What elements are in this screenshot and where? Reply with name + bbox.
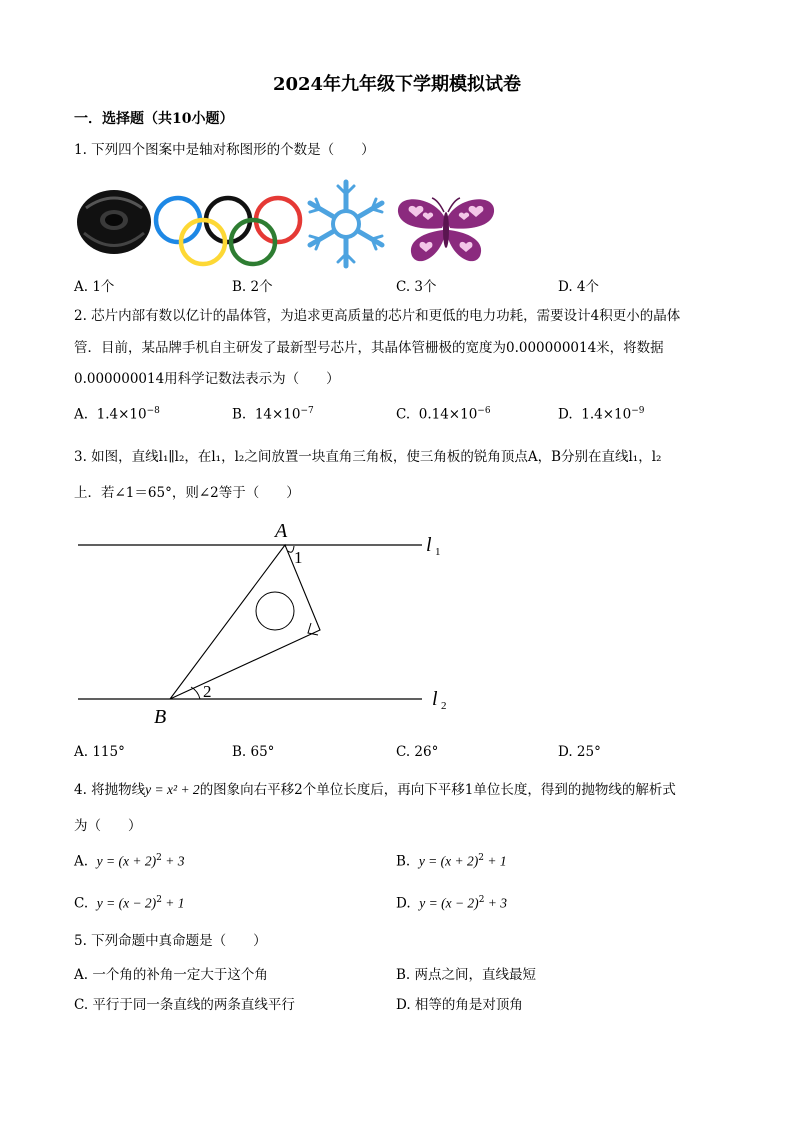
label-l1: l [426, 534, 432, 556]
q3-geometry-figure [70, 515, 460, 730]
q1-figures [74, 178, 504, 270]
q1-stem: 1. 下列四个图案中是轴对称图形的个数是（ ） [74, 142, 375, 158]
butterfly-icon [398, 198, 494, 261]
q1-option-c: C. 3个 [396, 279, 437, 295]
q4-option-d: D. $y = (x - 2)^2 + 3$ [396, 895, 508, 912]
q2-option-b: B. $14\times 10^{-7}$ [232, 406, 314, 423]
q5-option-d: D. 相等的角是对顶角 [396, 997, 523, 1013]
q4-line-2: 为（ ） [74, 818, 142, 834]
label-l2: l [432, 688, 438, 710]
q3-line-1: 3. 如图，直线l₁∥l₂，在l₁，l₂之间放置一块直角三角板，使三角板的锐角顶点A，B分别在直线l₁，l₂ [74, 449, 662, 465]
q5-stem: 5. 下列命题中真命题是（ ） [74, 933, 267, 949]
q1-option-b: B. 2个 [232, 279, 273, 295]
q4-option-a: A. $y = (x + 2)^2 + 3$ [74, 853, 185, 870]
q4-option-c: C. $y = (x - 2)^2 + 1$ [74, 895, 185, 912]
q2-option-c: C. $0.14\times 10^{-6}$ [396, 406, 491, 423]
q5-option-a: A. 一个角的补角一定大于这个角 [74, 967, 268, 983]
q4-option-b: B. $y = (x + 2)^2 + 1$ [396, 853, 507, 870]
label-l2-sub: 2 [441, 700, 447, 712]
triangle-ruler [170, 545, 320, 699]
q5-option-c: C. 平行于同一条直线的两条直线平行 [74, 997, 295, 1013]
q4-line-1: 4. 将抛物线y = x² + 2的图象向右平移2个单位长度后，再向下平移1单位长度，得到的抛物线的解析式 [74, 782, 676, 798]
q3-option-b: B. 65° [232, 744, 275, 760]
q1-option-a: A. 1个 [74, 279, 115, 295]
q2-line-3: 0.000000014用科学记数法表示为（ ） [74, 371, 340, 387]
section-heading: 一．选择题（共10小题） [74, 111, 234, 127]
q2-option-d: D. $1.4\times 10^{-9}$ [558, 406, 645, 423]
q3-line-2: 上．若∠1＝65°，则∠2等于（ ） [74, 485, 300, 501]
q2-option-a: A. $1.4\times 10^{-8}$ [74, 406, 160, 423]
ruler-hole [256, 592, 294, 630]
label-b: B [154, 706, 167, 728]
page-title: 2024年九年级下学期模拟试卷 [272, 74, 522, 95]
olympic-rings-icon [156, 198, 300, 264]
q3-option-d: D. 25° [558, 744, 601, 760]
label-l1-sub: 1 [435, 546, 441, 558]
q1-option-d: D. 4个 [558, 279, 600, 295]
q3-option-a: A. 115° [74, 744, 125, 760]
q2-line-2: 管．目前，某品牌手机自主研发了最新型号芯片，其晶体管栅极的宽度为0.000000014米，将数据 [74, 340, 664, 356]
label-angle-2: 2 [203, 682, 212, 701]
label-angle-1: 1 [294, 548, 303, 567]
snowflake-icon [310, 182, 382, 266]
q2-line-1: 2. 芯片内部有数以亿计的晶体管，为追求更高质量的芯片和更低的电力功耗，需要设计4积更小的晶体 [74, 308, 681, 324]
label-a: A [275, 520, 288, 542]
q3-option-c: C. 26° [396, 744, 439, 760]
q5-option-b: B. 两点之间，直线最短 [396, 967, 537, 983]
black-knot-icon [77, 190, 151, 254]
